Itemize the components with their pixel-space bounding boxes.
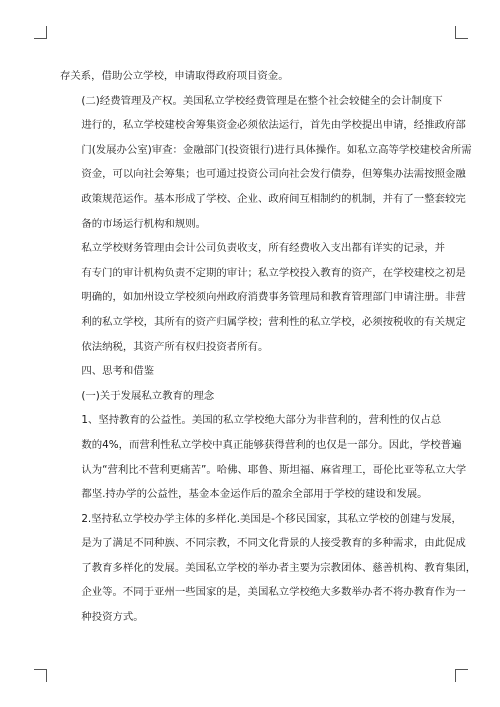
text-line: 资金，可以向社会筹集；也可通过投资公司向社会发行债券，但筹集办法需按照金融 (81, 168, 466, 181)
text-line: 进行的，私立学校建校舍筹集资金必须依法运行，首先由学校提出申请，经推政府部 (81, 119, 466, 132)
text-line: 2.坚持私立学校办学主体的多样化.美国是-个移民国家，其私立学校的创建与发展， (81, 512, 462, 525)
text-line: 依法纳税，其资产所有权归投资者所有。 (81, 340, 269, 353)
subsection-heading (60, 384, 446, 409)
text-line: 1、坚持教育的公益性。美国的私立学校绝大部分为非营利的，营利性的仅占总 (81, 414, 442, 427)
text-line: 了教育多样化的发展。美国私立学校的举办者主要为宗教团体、慈善机构、教育集团， (81, 561, 477, 574)
paragraph-financial-management (60, 236, 466, 359)
document-body (60, 64, 477, 630)
text-line: (一)关于发展私立教育的理念 (81, 389, 215, 402)
text-line: 四、思考和借鉴 (81, 365, 155, 378)
text-line: 企业等。不同于亚州一些国家的是，美国私立学校绝大多数举办者不将办教育作为一 (81, 586, 466, 599)
paragraph-intro (60, 64, 446, 89)
text-line: 认为“营利比不营利更痛苦”。哈佛、耶鲁、斯坦福、麻省理工，哥伦比亚等私立大学 (81, 463, 467, 476)
text-line: 利的私立学校，其所有的资产归属学校；营利性的私立学校，必须按税收的有关规定 (81, 315, 466, 328)
paragraph-diversity (60, 507, 477, 630)
text-line: 都坚.持办学的公益性，基金本金运作后的盈余全部用于学校的建设和发展。 (81, 488, 428, 501)
text-line: 私立学校财务管理由会计公司负责收支，所有经费收入支出都有详实的记录，并 (81, 242, 445, 255)
text-line: 门(发展办公室)审查：金融部门(投资银行)进行具体操作。如私立高等学校建校舍所需 (81, 143, 472, 156)
crop-mark-top-left (34, 26, 47, 39)
text-line: 存关系，借助公立学校，申请取得政府项目资金。 (60, 70, 289, 82)
text-line: 是为了满足不同种族、不同宗教，不同文化背景的人接受教育的多种需求，由此促成 (81, 537, 466, 550)
text-line: (二)经费管理及产权。美国私立学校经费管理是在整个社会较健全的会计制度下 (81, 94, 443, 107)
crop-mark-bottom-right (455, 669, 468, 682)
text-line: 有专门的审计机构负责不定期的审计；私立学校投入教育的资产，在学校建校之初是 (81, 266, 466, 279)
text-line: 数的4%，而营利性私立学校中真正能够获得营利的也仅是一部分。因此，学校普遍 (81, 438, 462, 451)
text-line: 种投资方式。 (81, 611, 144, 624)
text-line: 明确的，如加州设立学校须向州政府消费事务管理局和教育管理部门申请注册。非营 (81, 291, 466, 304)
paragraph-funding-management (60, 89, 472, 237)
crop-mark-top-right (455, 26, 468, 39)
section-heading (60, 359, 446, 384)
text-line: 政策规范运作。基本形成了学校、企业、政府间互相制约的机制，并有了一整套较完 (81, 192, 466, 205)
text-line: 备的市场运行机构和规则。 (81, 217, 206, 230)
paragraph-public-welfare (60, 408, 467, 506)
crop-mark-bottom-left (34, 669, 47, 682)
